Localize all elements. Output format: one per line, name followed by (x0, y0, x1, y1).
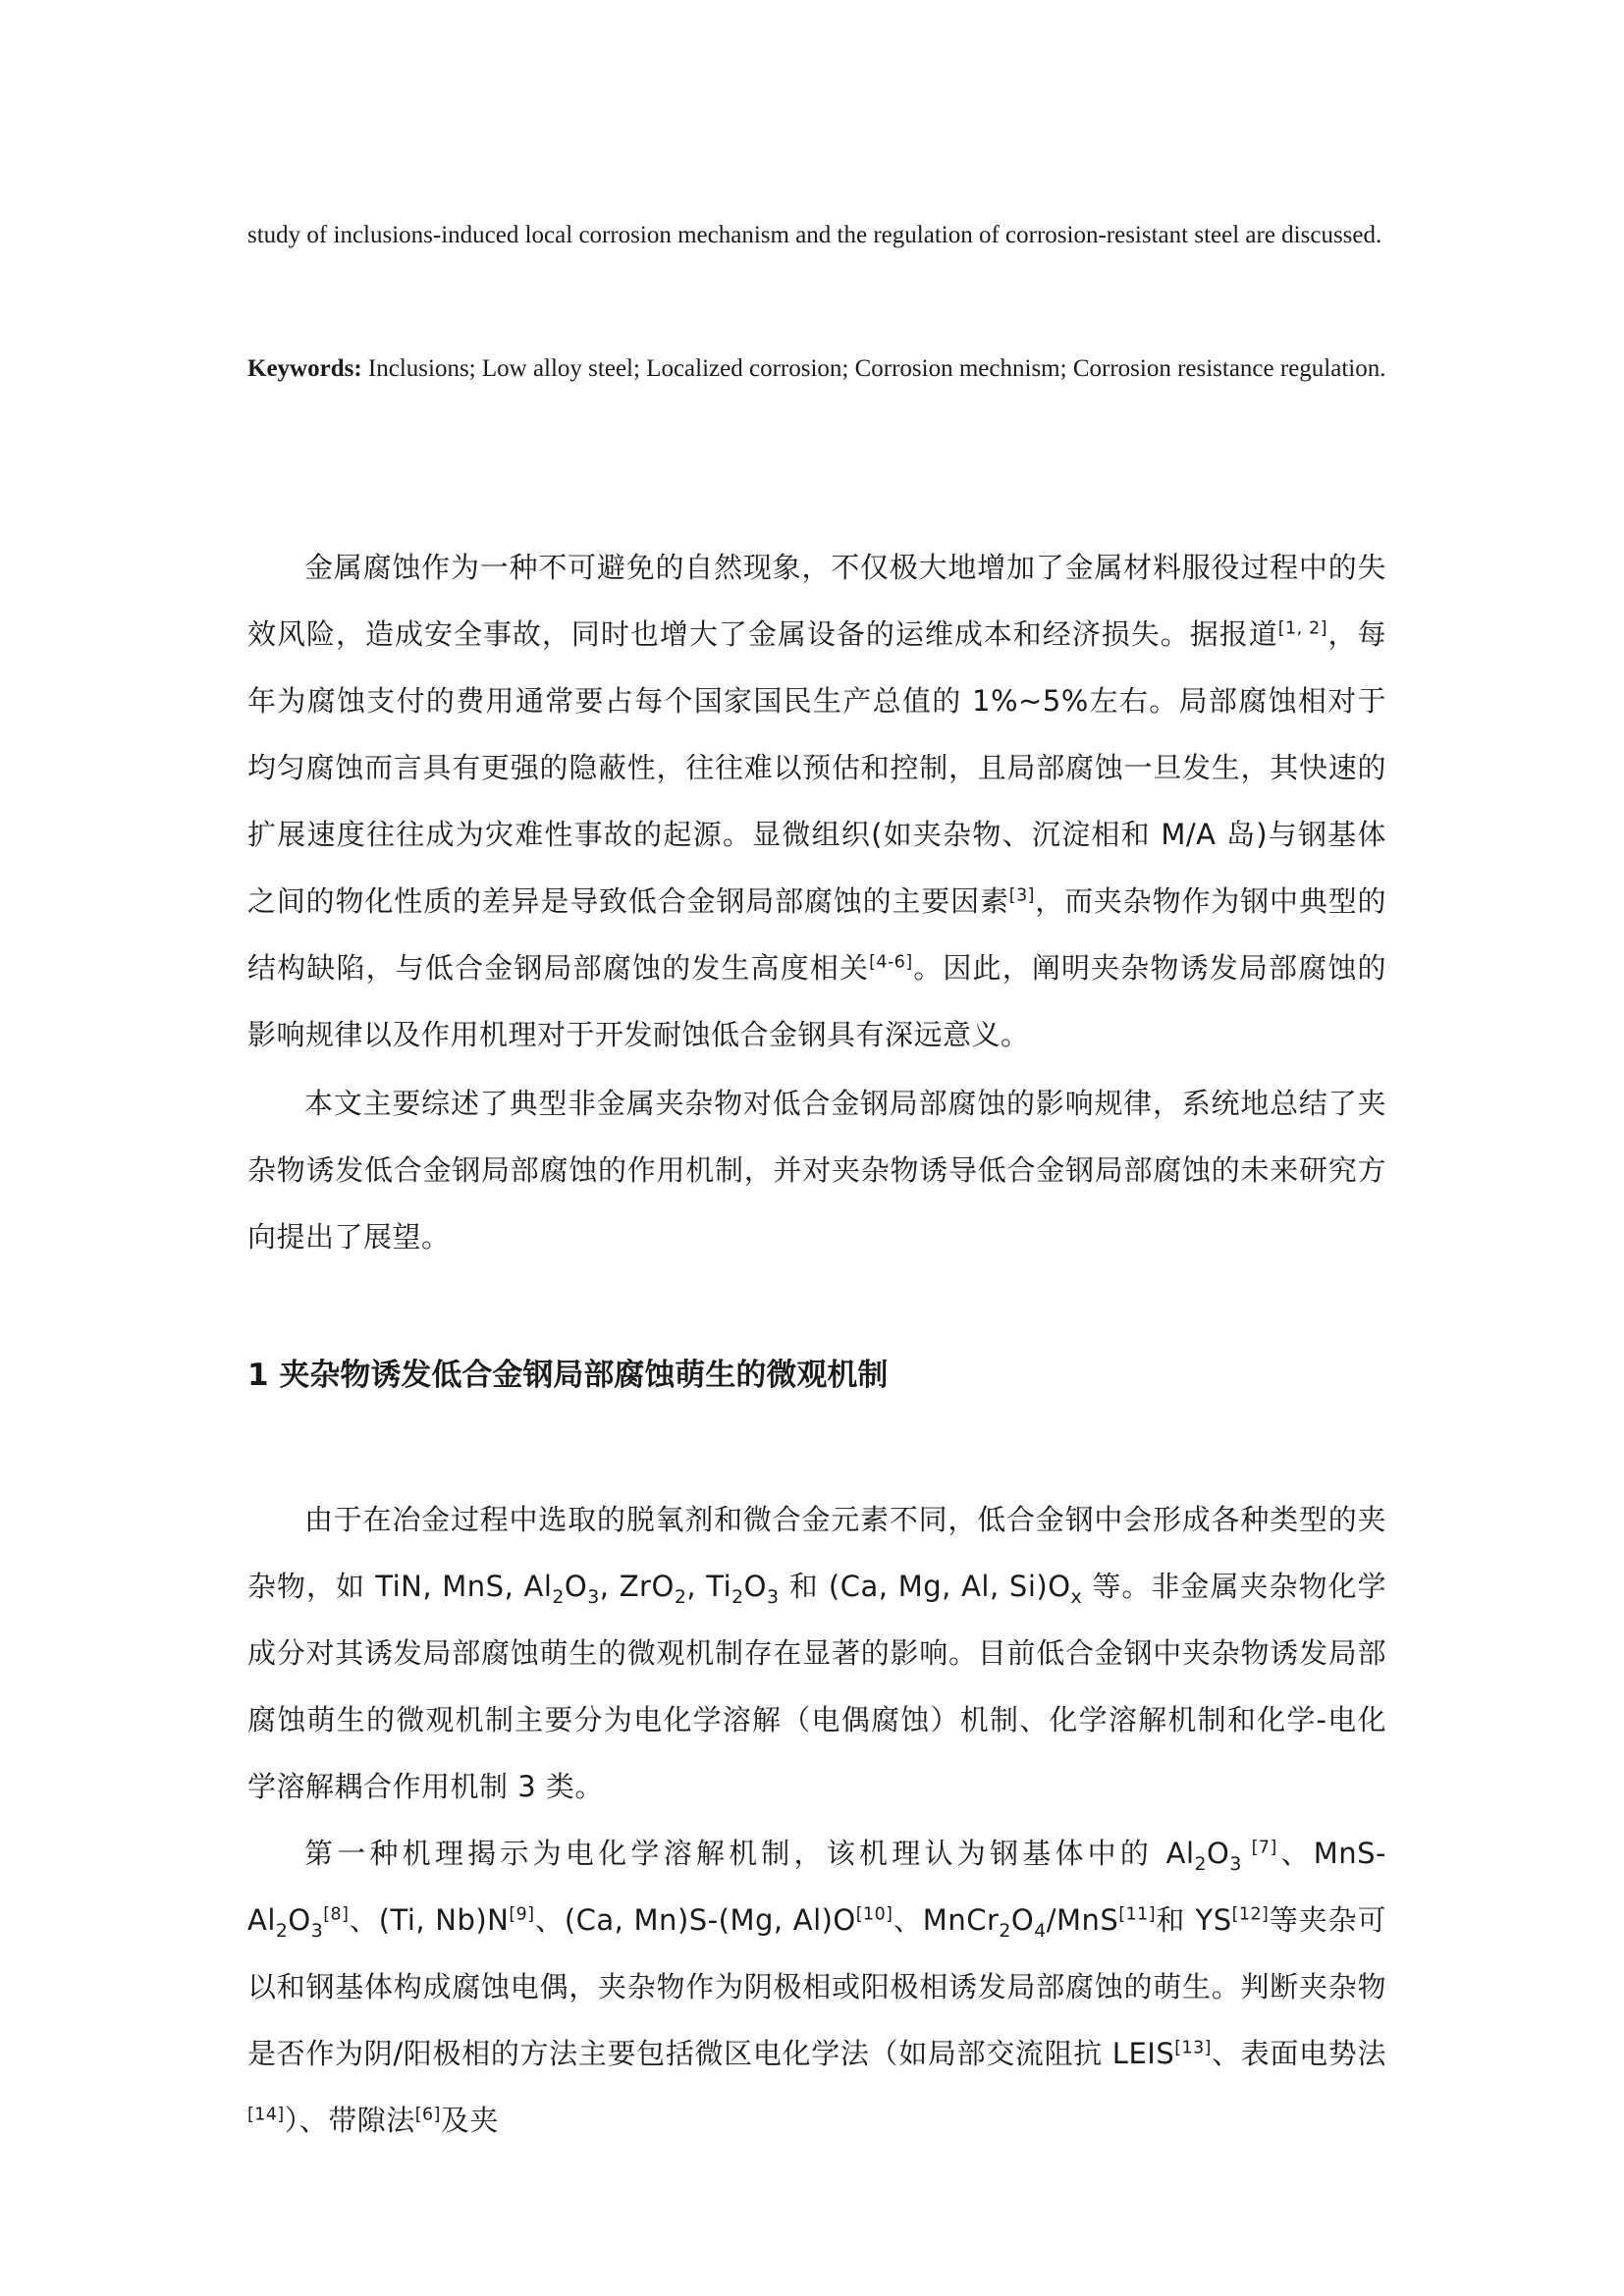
intro-p1-text: ，而夹杂物作为钢中典型的结构缺陷，与低合金钢局部腐蚀的发生高度相关 (247, 884, 1386, 985)
text-run: 、(Ca, Mn)S-(Mg, Al)O (534, 1903, 856, 1937)
section-heading: 1 夹杂物诱发低合金钢局部腐蚀萌生的微观机制 (247, 1358, 889, 1393)
subscript: 2 (1194, 1853, 1207, 1875)
citation[interactable]: [1, 2] (1277, 618, 1327, 639)
text-run: 和 (Ca, Mg, Al, Si)O (779, 1570, 1071, 1603)
citation[interactable]: [9] (509, 1904, 535, 1925)
subscript: 3 (1229, 1853, 1242, 1875)
text-run: 等。非金属夹杂物化学成分对其诱发局部腐蚀萌生的微观机制存在显著的影响。目前低合金钢中夹杂物诱发局部腐蚀萌生的微观机制主要分为电化学溶解（电偶腐蚀）机制、化学溶解机制和化学-电化学溶解耦合作用机制 3 类。 (247, 1570, 1386, 1803)
intro-p2-text: 本文主要综述了典型非金属夹杂物对低合金钢局部腐蚀的影响规律，系统地总结了夹杂物诱发低合金钢局部腐蚀的作用机制，并对夹杂物诱导低合金钢局部腐蚀的未来研究方向提出了展望。 (247, 1087, 1386, 1254)
subscript: 2 (674, 1586, 687, 1608)
section1-paragraph-1 (247, 1486, 1386, 1820)
section1-paragraph-2 (247, 1820, 1386, 2154)
subscript: 2 (731, 1586, 744, 1608)
text-run: O (564, 1570, 588, 1603)
text-run: , Ti (686, 1570, 732, 1603)
text-run: O (1010, 1903, 1035, 1937)
citation[interactable]: [4-6] (869, 952, 913, 973)
citation[interactable]: [7] (1241, 1838, 1277, 1858)
subscript: 2 (275, 1920, 289, 1942)
text-run: 、(Ti, Nb)N (349, 1903, 510, 1937)
subscript: 2 (552, 1586, 565, 1608)
text-run: 、MnS-Al (247, 1837, 1386, 1937)
citation[interactable]: [6] (414, 2105, 441, 2125)
intro-paragraph-2 (247, 1070, 1386, 1270)
text-run: , ZrO (599, 1570, 675, 1603)
citation[interactable]: [13] (1174, 2038, 1212, 2058)
citation[interactable]: [12] (1231, 1904, 1270, 1925)
intro-p1-text: ，每年为腐蚀支付的费用通常要占每个国家国民生产总值的 1%~5%左右。局部腐蚀相对于均匀腐蚀而言具有更强的隐蔽性，往往难以预估和控制，且局部腐蚀一旦发生，其快速的扩展速度往往成为灾难性事故的起源。显微组织(如夹杂物、沉淀相和 M/A 岛)与钢基体之间的物化性质的差异是导致低合金钢局部腐蚀的主要因素 (247, 617, 1386, 918)
text-run: 和 YS (1156, 1903, 1232, 1937)
text-run: 等夹杂可以和钢基体构成腐蚀电偶，夹杂物作为阴极相或阳极相诱发局部腐蚀的萌生。判断夹杂物是否作为阴/阳极相的方法主要包括微区电化学法（如局部交流阻抗 LEIS (247, 1903, 1387, 2070)
citation[interactable]: [11] (1118, 1904, 1157, 1925)
citation[interactable]: [3] (1008, 885, 1035, 906)
text-run: 及夹 (440, 2104, 499, 2137)
citation[interactable]: [10] (855, 1904, 893, 1925)
text-run: 、表面电势法 (1211, 2037, 1386, 2070)
keywords-paragraph (247, 336, 1386, 402)
subscript: 3 (310, 1920, 324, 1942)
citation[interactable]: [8] (323, 1904, 350, 1925)
text-run: 、MnCr (893, 1903, 1000, 1937)
keywords-label: Keywords: (247, 355, 362, 382)
intro-p1-text: 金属腐蚀作为一种不可避免的自然现象，不仅极大地增加了金属材料服役过程中的失效风险，造成安全事故，同时也增大了金属设备的运维成本和经济损失。据报道 (247, 551, 1386, 651)
citation[interactable]: [14] (247, 2105, 285, 2125)
keywords-text: Inclusions; Low alloy steel; Localized corrosion; Corrosion mechnism; Corrosion resistance regulation. (361, 355, 1386, 382)
text-run: /MnS (1046, 1903, 1119, 1937)
subscript: 3 (587, 1586, 600, 1608)
text-run: O (288, 1903, 311, 1937)
text-run: 由于在冶金过程中选取的脱氧剂和微合金元素不同，低合金钢中会形成各种类型的夹杂物，如 TiN, MnS, Al (247, 1503, 1386, 1603)
subscript: x (1070, 1586, 1083, 1608)
subscript: 2 (999, 1920, 1011, 1942)
text-run: O (1207, 1837, 1230, 1870)
text-run: 第一种机理揭示为电化学溶解机制，该机理认为钢基体中的 Al (304, 1837, 1195, 1870)
text-run: O (743, 1570, 767, 1603)
abstract-tail (247, 202, 1386, 269)
subscript: 3 (766, 1586, 780, 1608)
abstract-tail-text: study of inclusions-induced local corrosion mechanism and the regulation of corrosion-resistant steel are discussed. (247, 222, 1382, 248)
intro-paragraph-1 (247, 534, 1386, 1068)
text-run: ）、带隙法 (284, 2104, 415, 2137)
intro-p1-text: 。因此，阐明夹杂物诱发局部腐蚀的影响规律以及作用机理对于开发耐蚀低合金钢具有深远意义。 (247, 951, 1386, 1051)
subscript: 4 (1034, 1920, 1047, 1942)
